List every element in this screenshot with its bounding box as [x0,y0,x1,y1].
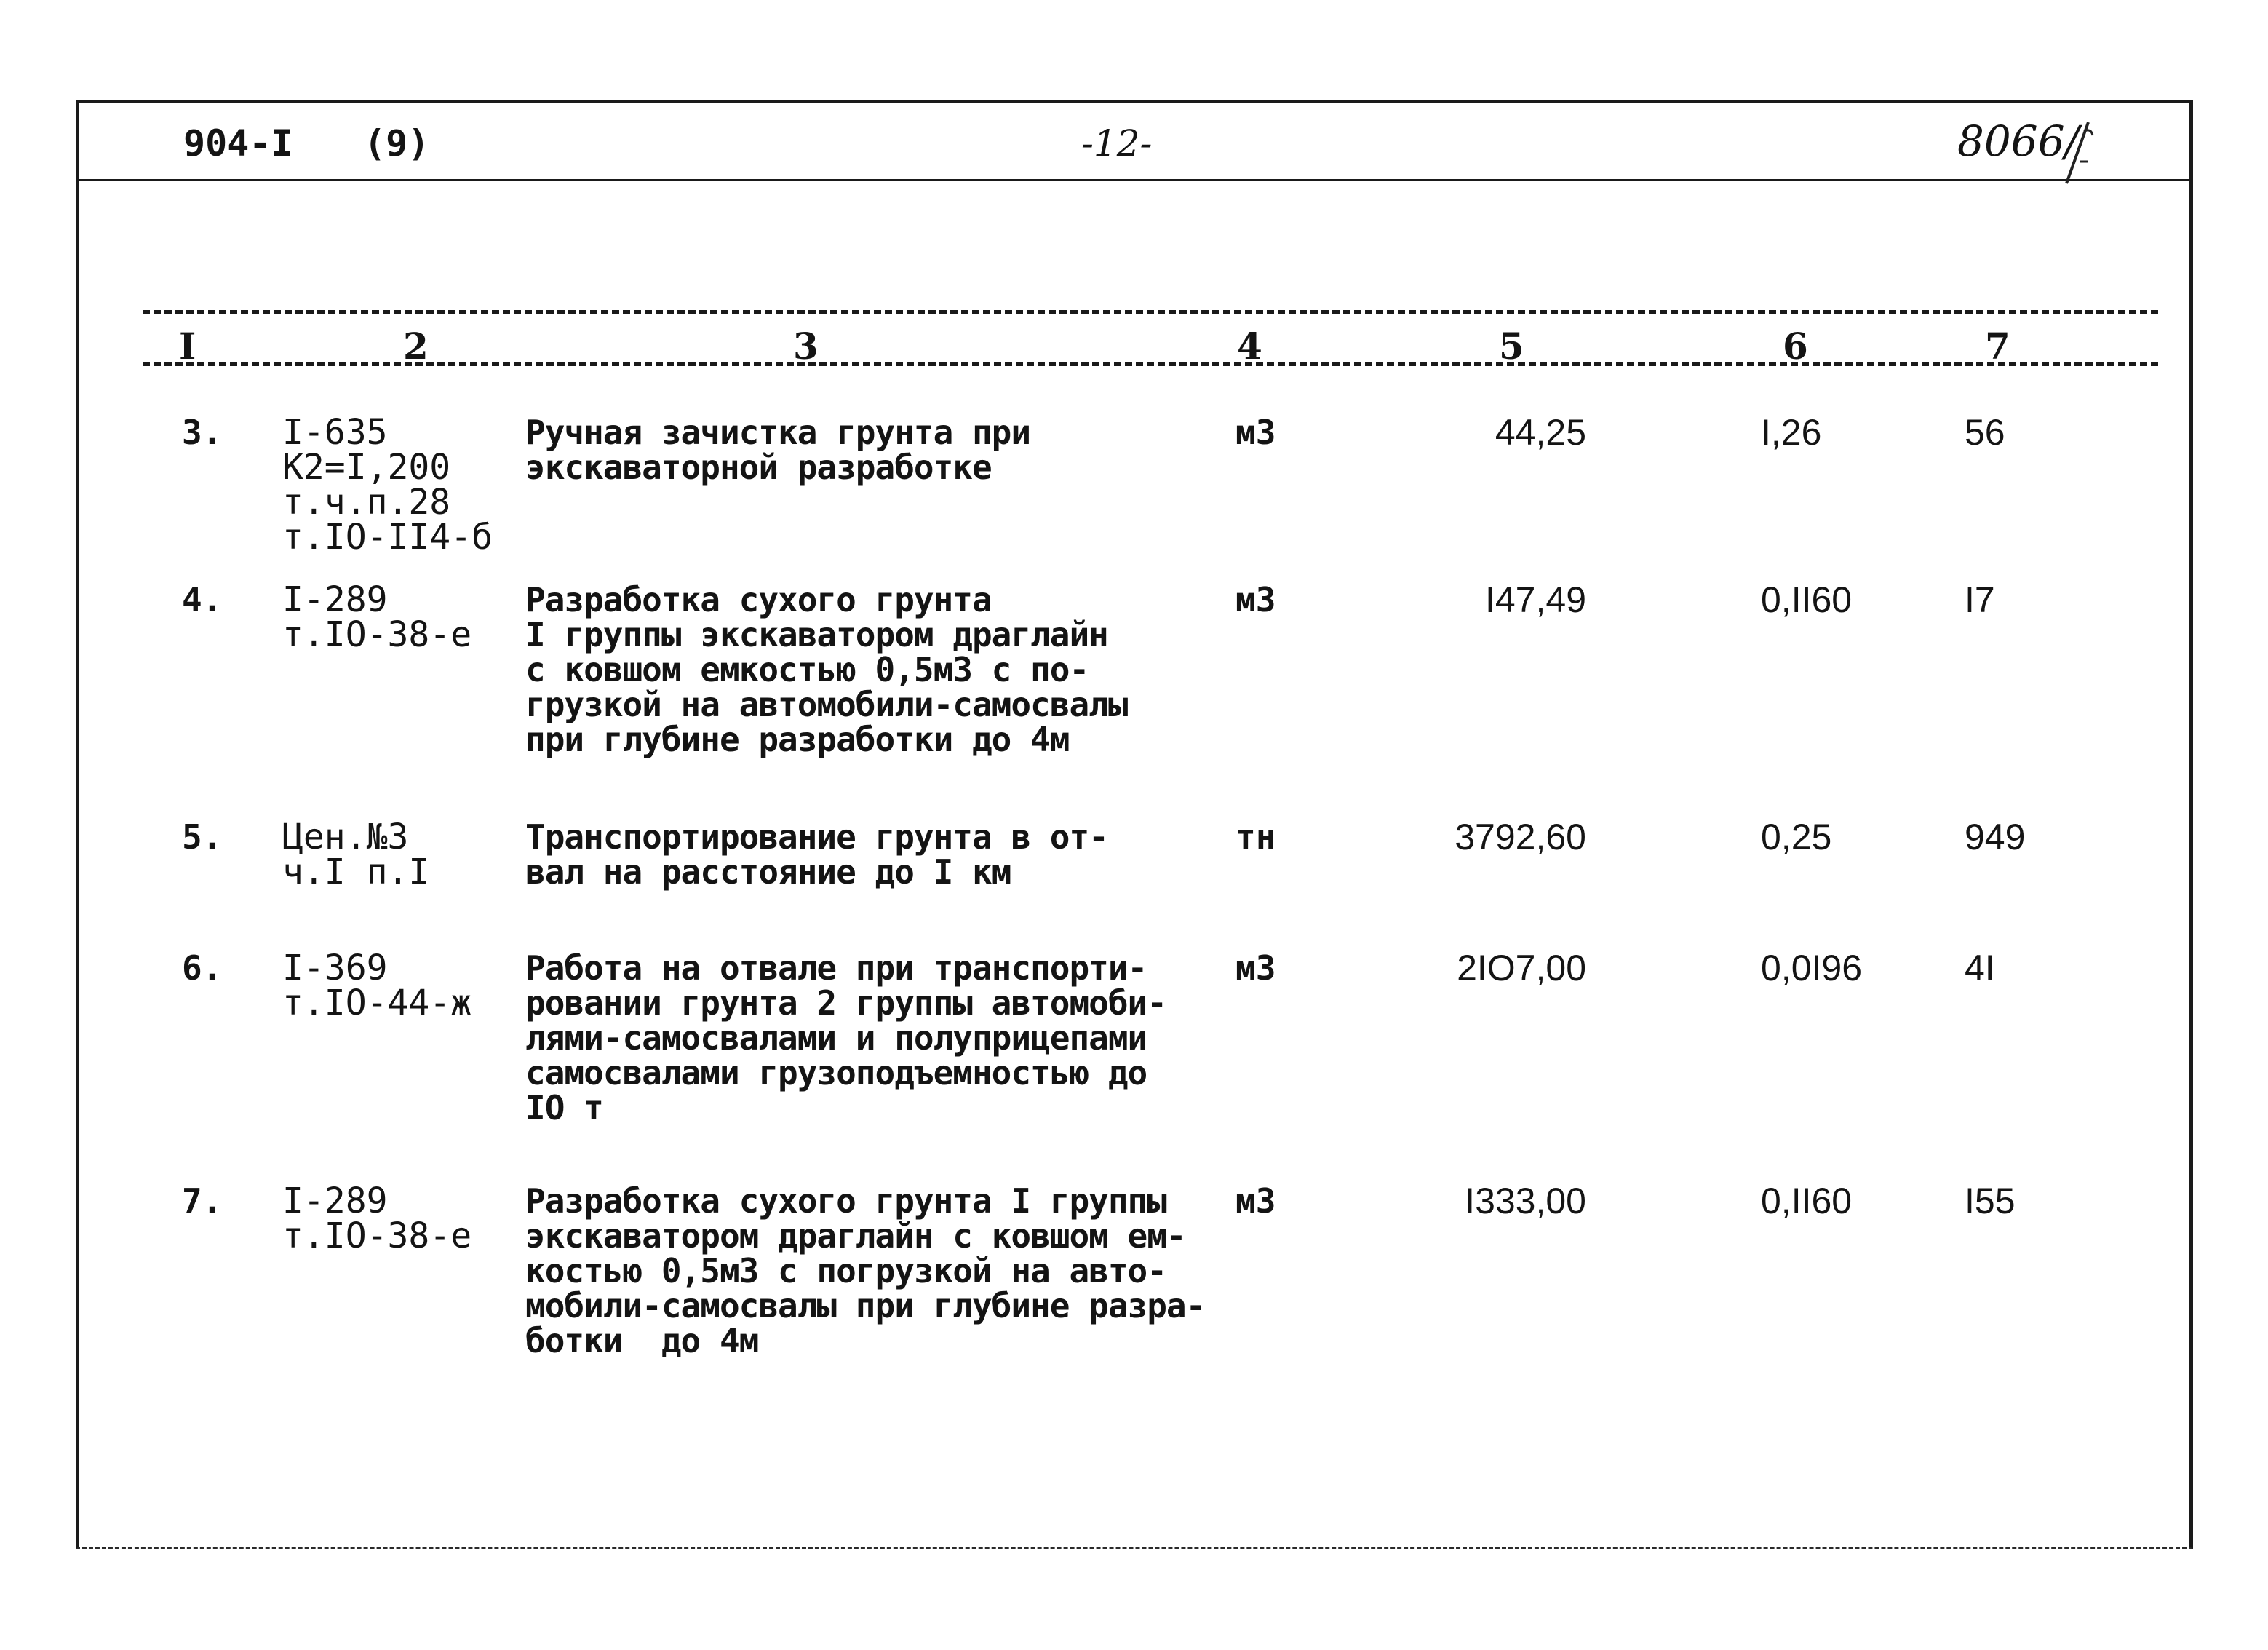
column-number-3: 3 [793,325,819,368]
column-header-rule [143,362,2158,366]
total: 56 [1965,412,2005,453]
rate: 0,25 [1761,817,1832,857]
norm-reference: I-289 т.IО-38-е [282,579,472,655]
work-description: Разработка сухого грунта I группы экскаватором драглайн с ковшом емкостью 0,5м3 с по- грузкой на автомобили-самосвалы при глубине разработки до 4м [525,580,1128,759]
document-series: 904-I [183,122,293,164]
unit: м3 [1236,948,1276,988]
handwritten-mark-icon [2059,116,2103,189]
table-top-rule [143,310,2158,314]
header-rule [76,179,2193,181]
norm-reference: I-369 т.IО-44-ж [282,948,472,1023]
row-number: 6. [182,948,223,988]
total: 949 [1965,817,2026,857]
document-issue: (9) [364,122,430,164]
quantity: I47,49 [1484,579,1586,620]
column-number-7: 7 [1985,325,2010,368]
row-number: 5. [182,817,223,857]
work-description: Транспортирование грунта в от- вал на расстояние до I км [525,817,1108,892]
work-description: Работа на отвале при транспорти- ровании грунта 2 группы автомоби- лями-самосвалами и полуприцепами самосвалами грузоподъемностью до IО т [525,948,1166,1127]
unit: тн [1236,817,1276,857]
total: 4I [1965,948,1995,988]
norm-reference: I-635 К2=I,200 т.ч.п.28 т.IО-II4-б [282,412,493,558]
column-number-2: 2 [403,325,429,368]
page-number: -12- [1081,122,1153,164]
total: I7 [1965,579,1995,620]
rate: 0,0I96 [1761,948,1863,988]
row-number: 4. [182,580,223,619]
norm-reference: Цен.№3 ч.I п.I [282,817,430,892]
work-description: Ручная зачистка грунта при экскаваторной разработке [525,413,1031,487]
unit: м3 [1236,413,1276,452]
column-number-5: 5 [1499,325,1524,368]
total: I55 [1965,1181,2016,1221]
norm-reference: I-289 т.IО-38-е [282,1181,472,1256]
row-number: 7. [182,1181,223,1221]
unit: м3 [1236,580,1276,619]
document-code: 8066/ [1957,116,2080,166]
column-number-4: 4 [1237,325,1262,368]
row-number: 3. [182,413,223,452]
rate: 0,II60 [1761,579,1853,620]
quantity: 44,25 [1495,412,1586,453]
column-number-6: 6 [1783,325,1808,368]
quantity: 3792,60 [1455,817,1586,857]
unit: м3 [1236,1181,1276,1221]
quantity: I333,00 [1465,1181,1586,1221]
quantity: 2IО7,00 [1457,948,1586,988]
rate: 0,II60 [1761,1181,1853,1221]
rate: I,26 [1761,412,1822,453]
work-description: Разработка сухого грунта I группы экскаватором драглайн с ковшом ем- костью 0,5м3 с погрузкой на авто- мобили-самосвалы при глубине разра- ботки до 4м [525,1181,1206,1360]
column-number-1: I [179,325,196,368]
